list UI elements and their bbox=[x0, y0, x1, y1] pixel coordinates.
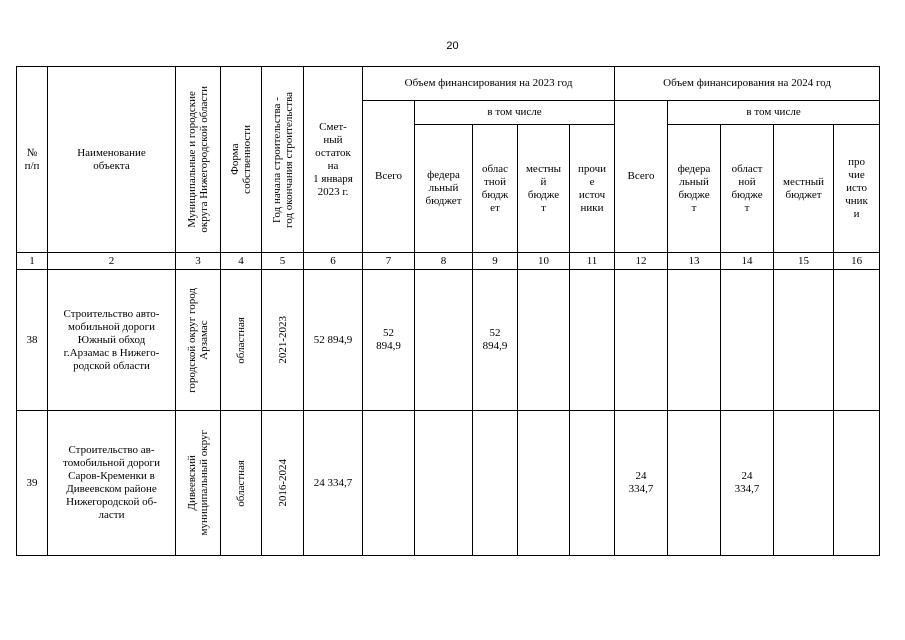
row-regional-2023: 52 894,9 bbox=[473, 270, 518, 411]
row-ownership: областная bbox=[221, 270, 262, 411]
column-number: 8 bbox=[415, 253, 473, 270]
header-num: № п/п bbox=[17, 67, 48, 253]
row-federal-2024 bbox=[668, 411, 721, 556]
row-total-2023: 52 894,9 bbox=[363, 270, 415, 411]
column-number: 10 bbox=[518, 253, 570, 270]
header-fin-2024: Объем финансирования на 2024 год bbox=[615, 67, 880, 101]
row-other-2024 bbox=[834, 270, 880, 411]
header-total-2023: Всего bbox=[363, 101, 415, 253]
row-balance: 24 334,7 bbox=[304, 411, 363, 556]
row-federal-2024 bbox=[668, 270, 721, 411]
row-local-2024 bbox=[774, 270, 834, 411]
column-number: 4 bbox=[221, 253, 262, 270]
column-number: 16 bbox=[834, 253, 880, 270]
row-total-2024 bbox=[615, 270, 668, 411]
header-regional-2024: област ной бюдже т bbox=[721, 125, 774, 253]
header-including-2024: в том числе bbox=[668, 101, 880, 125]
row-years: 2021-2023 bbox=[262, 270, 304, 411]
header-total-2024: Всего bbox=[615, 101, 668, 253]
column-number: 1 bbox=[17, 253, 48, 270]
column-number: 3 bbox=[176, 253, 221, 270]
header-ownership: Форма собственности bbox=[221, 67, 262, 253]
column-number: 13 bbox=[668, 253, 721, 270]
header-fin-2023: Объем финансирования на 2023 год bbox=[363, 67, 615, 101]
header-federal-2023: федера льный бюджет bbox=[415, 125, 473, 253]
row-total-2023 bbox=[363, 411, 415, 556]
header-municipality: Муниципальные и городские округа Нижегородской области bbox=[176, 67, 221, 253]
column-number: 6 bbox=[304, 253, 363, 270]
row-num: 39 bbox=[17, 411, 48, 556]
column-number-row bbox=[17, 253, 880, 270]
row-other-2023 bbox=[570, 411, 615, 556]
header-federal-2024: федера льный бюдже т bbox=[668, 125, 721, 253]
row-municipality: Дивеевский муниципальный округ bbox=[176, 411, 221, 556]
row-balance: 52 894,9 bbox=[304, 270, 363, 411]
row-total-2024: 24 334,7 bbox=[615, 411, 668, 556]
header-regional-2023: облас тной бюдж ет bbox=[473, 125, 518, 253]
header-including-2023: в том числе bbox=[415, 101, 615, 125]
row-other-2024 bbox=[834, 411, 880, 556]
header-other-2024: про чие исто чник и bbox=[834, 125, 880, 253]
financing-table bbox=[16, 66, 880, 556]
table-row bbox=[17, 411, 880, 556]
row-local-2023 bbox=[518, 411, 570, 556]
header-balance: Смет- ный остаток на 1 января 2023 г. bbox=[304, 67, 363, 253]
table-row bbox=[17, 270, 880, 411]
column-number: 7 bbox=[363, 253, 415, 270]
row-federal-2023 bbox=[415, 411, 473, 556]
row-regional-2024 bbox=[721, 270, 774, 411]
column-number: 9 bbox=[473, 253, 518, 270]
header-object-name: Наименование объекта bbox=[48, 67, 176, 253]
column-number: 14 bbox=[721, 253, 774, 270]
header-local-2023: местны й бюдже т bbox=[518, 125, 570, 253]
row-years: 2016-2024 bbox=[262, 411, 304, 556]
column-number: 12 bbox=[615, 253, 668, 270]
row-federal-2023 bbox=[415, 270, 473, 411]
column-number: 5 bbox=[262, 253, 304, 270]
row-object-name: Строительство авто- мобильной дороги Южный обход г.Арзамас в Нижего- родской области bbox=[48, 270, 176, 411]
row-ownership: областная bbox=[221, 411, 262, 556]
row-object-name: Строительство ав- томобильной дороги Саров-Кременки в Дивеевском районе Нижегородской об- ласти bbox=[48, 411, 176, 556]
row-other-2023 bbox=[570, 270, 615, 411]
page-number: 20 bbox=[446, 40, 459, 52]
row-local-2023 bbox=[518, 270, 570, 411]
header-years: Год начала строительства - год окончания строительства bbox=[262, 67, 304, 253]
row-regional-2023 bbox=[473, 411, 518, 556]
column-number: 11 bbox=[570, 253, 615, 270]
column-number: 15 bbox=[774, 253, 834, 270]
row-num: 38 bbox=[17, 270, 48, 411]
column-number: 2 bbox=[48, 253, 176, 270]
header-other-2023: прочи е источ ники bbox=[570, 125, 615, 253]
header-local-2024: местный бюджет bbox=[774, 125, 834, 253]
row-local-2024 bbox=[774, 411, 834, 556]
row-regional-2024: 24 334,7 bbox=[721, 411, 774, 556]
row-municipality: городской округ город Арзамас bbox=[176, 270, 221, 411]
